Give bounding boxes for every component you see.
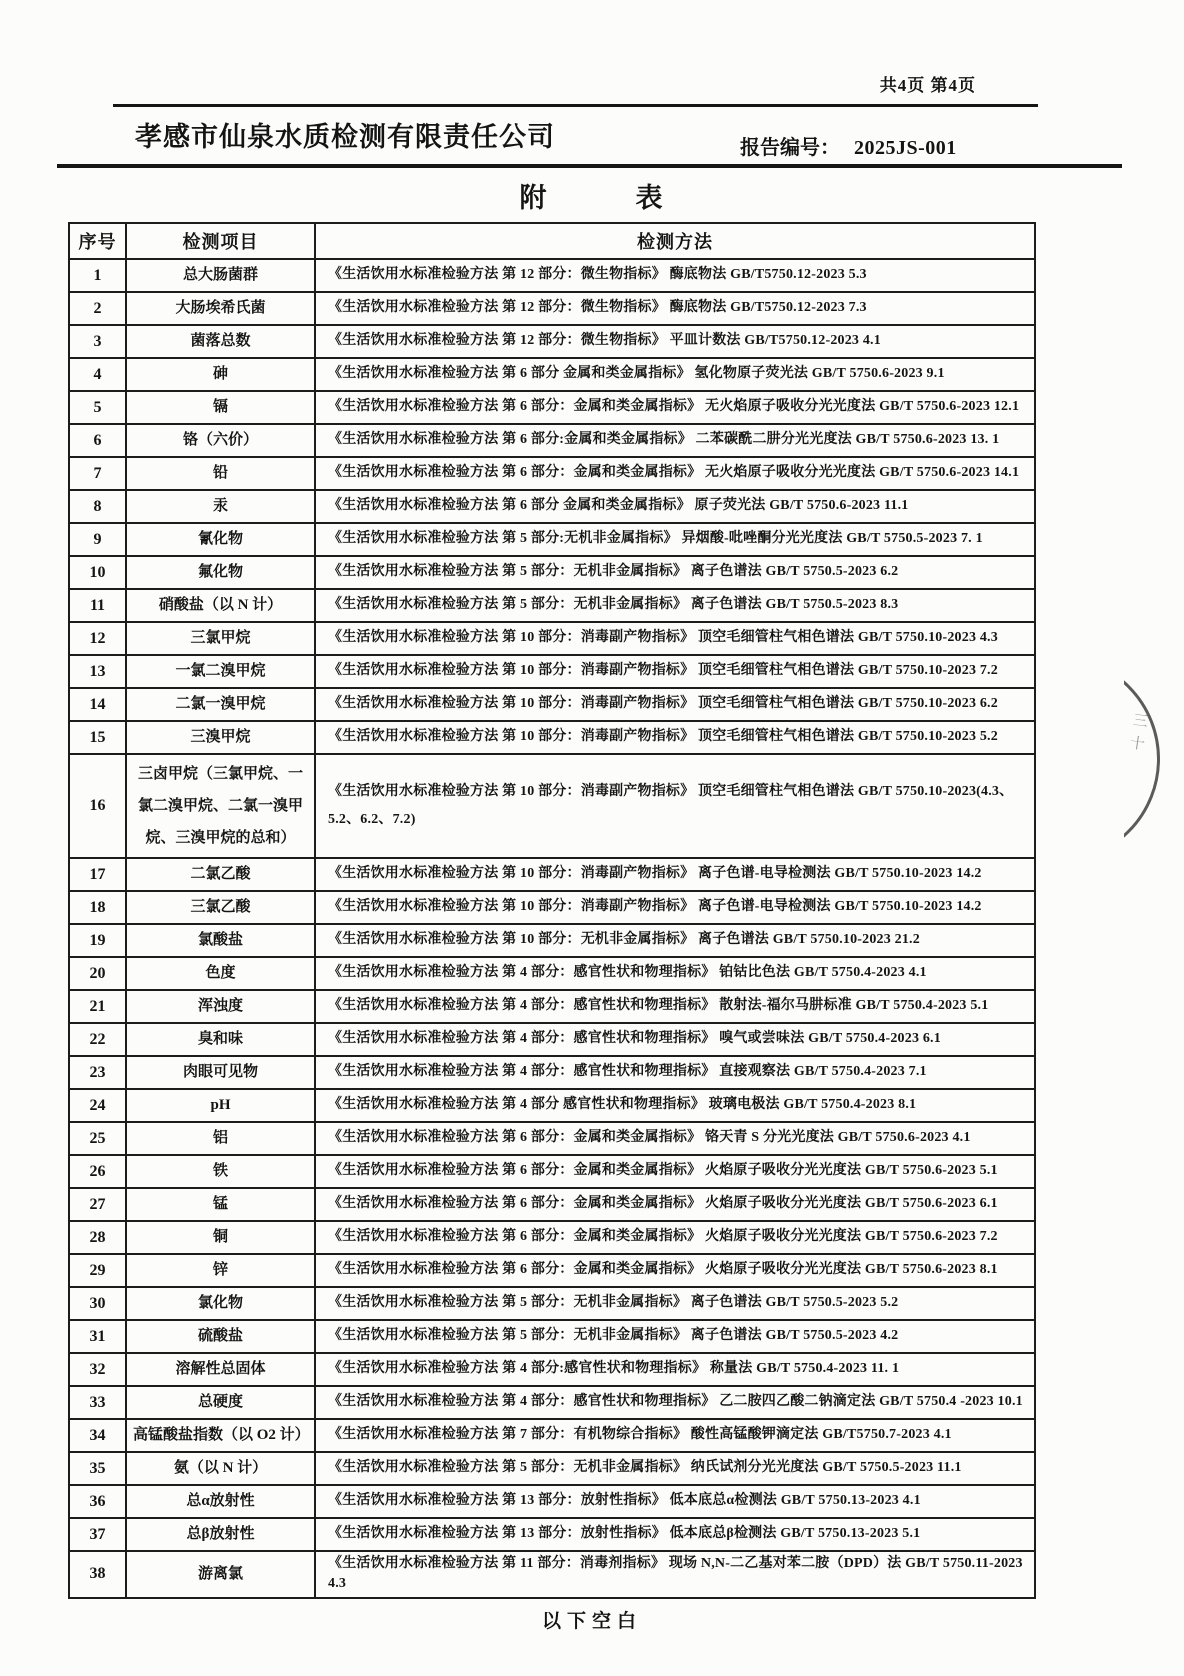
- row-method: 《生活饮用水标准检验方法 第 13 部分：放射性指标》 低本底总α检测法 GB/T 5750.13-2023 4.1: [315, 1485, 1035, 1518]
- row-method: 《生活饮用水标准检验方法 第 12 部分：微生物指标》 酶底物法 GB/T5750.12-2023 5.3: [315, 259, 1035, 292]
- table-row: [69, 1122, 1035, 1155]
- row-no: 15: [69, 721, 126, 754]
- page-number: 共4页 第4页: [879, 76, 976, 95]
- row-item: 三卤甲烷（三氯甲烷、一氯二溴甲烷、二氯一溴甲烷、三溴甲烷的总和）: [126, 754, 315, 858]
- report-number-label: 报告编号：: [740, 137, 840, 159]
- row-method: 《生活饮用水标准检验方法 第 6 部分：金属和类金属指标》 火焰原子吸收分光光度法 GB/T 5750.6-2023 5.1: [315, 1155, 1035, 1188]
- table-row: [69, 858, 1035, 891]
- row-no: 21: [69, 990, 126, 1023]
- table-row: [69, 754, 1035, 858]
- row-item: 总β放射性: [126, 1518, 315, 1551]
- row-method: 《生活饮用水标准检验方法 第 10 部分：无机非金属指标》 离子色谱法 GB/T 5750.10-2023 21.2: [315, 924, 1035, 957]
- row-item: 浑浊度: [126, 990, 315, 1023]
- row-item: 肉眼可见物: [126, 1056, 315, 1089]
- row-method: 《生活饮用水标准检验方法 第 10 部分：消毒副产物指标》 离子色谱-电导检测法 GB/T 5750.10-2023 14.2: [315, 858, 1035, 891]
- row-no: 5: [69, 391, 126, 424]
- table-row: [69, 292, 1035, 325]
- row-method: 《生活饮用水标准检验方法 第 4 部分：感官性状和物理指标》 乙二胺四乙酸二钠滴定法 GB/T 5750.4 -2023 10.1: [315, 1386, 1035, 1419]
- row-method: 《生活饮用水标准检验方法 第 6 部分：金属和类金属指标》 火焰原子吸收分光光度法 GB/T 5750.6-2023 6.1: [315, 1188, 1035, 1221]
- row-no: 31: [69, 1320, 126, 1353]
- row-method: 《生活饮用水标准检验方法 第 6 部分：金属和类金属指标》 火焰原子吸收分光光度法 GB/T 5750.6-2023 8.1: [315, 1254, 1035, 1287]
- header-rule-top: [113, 104, 1038, 107]
- row-no: 32: [69, 1353, 126, 1386]
- row-no: 25: [69, 1122, 126, 1155]
- row-no: 23: [69, 1056, 126, 1089]
- table-row: [69, 1023, 1035, 1056]
- table-row: [69, 1386, 1035, 1419]
- table-header-row: [69, 223, 1035, 259]
- row-no: 30: [69, 1287, 126, 1320]
- row-no: 37: [69, 1518, 126, 1551]
- row-item: 硫酸盐: [126, 1320, 315, 1353]
- table-row: [69, 924, 1035, 957]
- row-item: 色度: [126, 957, 315, 990]
- table-row: [69, 1551, 1035, 1598]
- row-method: 《生活饮用水标准检验方法 第 4 部分:感官性状和物理指标》 称量法 GB/T 5750.4-2023 11. 1: [315, 1353, 1035, 1386]
- table-row: [69, 622, 1035, 655]
- row-method: 《生活饮用水标准检验方法 第 5 部分：无机非金属指标》 离子色谱法 GB/T 5750.5-2023 5.2: [315, 1287, 1035, 1320]
- table-row: [69, 457, 1035, 490]
- table-row: [69, 1287, 1035, 1320]
- row-method: 《生活饮用水标准检验方法 第 4 部分：感官性状和物理指标》 嗅气或尝味法 GB/T 5750.4-2023 6.1: [315, 1023, 1035, 1056]
- row-no: 17: [69, 858, 126, 891]
- row-method: 《生活饮用水标准检验方法 第 10 部分：消毒副产物指标》 顶空毛细管柱气相色谱法 GB/T 5750.10-2023 4.3: [315, 622, 1035, 655]
- row-no: 7: [69, 457, 126, 490]
- row-item: 镉: [126, 391, 315, 424]
- row-item: 臭和味: [126, 1023, 315, 1056]
- row-method: 《生活饮用水标准检验方法 第 5 部分：无机非金属指标》 纳氏试剂分光光度法 GB/T 5750.5-2023 11.1: [315, 1452, 1035, 1485]
- row-method: 《生活饮用水标准检验方法 第 6 部分 金属和类金属指标》 氢化物原子荧光法 GB/T 5750.6-2023 9.1: [315, 358, 1035, 391]
- row-method: 《生活饮用水标准检验方法 第 4 部分：感官性状和物理指标》 直接观察法 GB/T 5750.4-2023 7.1: [315, 1056, 1035, 1089]
- table-row: [69, 556, 1035, 589]
- row-item: 铬（六价）: [126, 424, 315, 457]
- table-row: [69, 1188, 1035, 1221]
- row-no: 13: [69, 655, 126, 688]
- column-header-no: 序号: [69, 223, 126, 259]
- column-header-method: 检测方法: [315, 223, 1035, 259]
- row-method: 《生活饮用水标准检验方法 第 6 部分：金属和类金属指标》 无火焰原子吸收分光光度法 GB/T 5750.6-2023 14.1: [315, 457, 1035, 490]
- row-method: 《生活饮用水标准检验方法 第 7 部分：有机物综合指标》 酸性高锰酸钾滴定法 GB/T5750.7-2023 4.1: [315, 1419, 1035, 1452]
- row-no: 18: [69, 891, 126, 924]
- row-method: 《生活饮用水标准检验方法 第 4 部分：感官性状和物理指标》 散射法-福尔马肼标准 GB/T 5750.4-2023 5.1: [315, 990, 1035, 1023]
- row-method: 《生活饮用水标准检验方法 第 4 部分：感官性状和物理指标》 铂钴比色法 GB/T 5750.4-2023 4.1: [315, 957, 1035, 990]
- row-item: 菌落总数: [126, 325, 315, 358]
- table-row: [69, 688, 1035, 721]
- table-row: [69, 1155, 1035, 1188]
- footer-note: 以下空白: [541, 1611, 642, 1632]
- row-item: 锌: [126, 1254, 315, 1287]
- row-no: 2: [69, 292, 126, 325]
- row-no: 33: [69, 1386, 126, 1419]
- row-no: 3: [69, 325, 126, 358]
- row-no: 26: [69, 1155, 126, 1188]
- row-item: 氰化物: [126, 523, 315, 556]
- row-no: 35: [69, 1452, 126, 1485]
- row-item: pH: [126, 1089, 315, 1122]
- row-no: 12: [69, 622, 126, 655]
- row-item: 氟化物: [126, 556, 315, 589]
- row-no: 1: [69, 259, 126, 292]
- row-item: 二氯一溴甲烷: [126, 688, 315, 721]
- row-no: 14: [69, 688, 126, 721]
- row-no: 4: [69, 358, 126, 391]
- row-method: 《生活饮用水标准检验方法 第 10 部分：消毒副产物指标》 顶空毛细管柱气相色谱法 GB/T 5750.10-2023 7.2: [315, 655, 1035, 688]
- row-item: 硝酸盐（以 N 计）: [126, 589, 315, 622]
- table-row: [69, 589, 1035, 622]
- row-item: 铜: [126, 1221, 315, 1254]
- row-method: 《生活饮用水标准检验方法 第 12 部分：微生物指标》 酶底物法 GB/T5750.12-2023 7.3: [315, 292, 1035, 325]
- row-no: 34: [69, 1419, 126, 1452]
- row-method: 《生活饮用水标准检验方法 第 5 部分：无机非金属指标》 离子色谱法 GB/T 5750.5-2023 6.2: [315, 556, 1035, 589]
- row-method: 《生活饮用水标准检验方法 第 6 部分：金属和类金属指标》 无火焰原子吸收分光光度法 GB/T 5750.6-2023 12.1: [315, 391, 1035, 424]
- row-item: 氨（以 N 计）: [126, 1452, 315, 1485]
- table-row: [69, 259, 1035, 292]
- header-rule-bottom: [57, 164, 1122, 168]
- row-item: 二氯乙酸: [126, 858, 315, 891]
- row-item: 汞: [126, 490, 315, 523]
- table-row: [69, 1452, 1035, 1485]
- page-title: 附 表: [519, 183, 665, 213]
- row-item: 三氯甲烷: [126, 622, 315, 655]
- table-row: [69, 1518, 1035, 1551]
- row-method: 《生活饮用水标准检验方法 第 6 部分:金属和类金属指标》 二苯碳酰二肼分光光度法 GB/T 5750.6-2023 13. 1: [315, 424, 1035, 457]
- table-row: [69, 358, 1035, 391]
- row-no: 16: [69, 754, 126, 858]
- table-row: [69, 721, 1035, 754]
- row-item: 铁: [126, 1155, 315, 1188]
- table-row: [69, 1353, 1035, 1386]
- table-row: [69, 391, 1035, 424]
- row-item: 铅: [126, 457, 315, 490]
- row-method: 《生活饮用水标准检验方法 第 6 部分 金属和类金属指标》 原子荧光法 GB/T 5750.6-2023 11.1: [315, 490, 1035, 523]
- table-row: [69, 1254, 1035, 1287]
- company-name: 孝感市仙泉水质检测有限责任公司: [135, 122, 555, 152]
- row-item: 铝: [126, 1122, 315, 1155]
- table-row: [69, 1320, 1035, 1353]
- row-item: 总α放射性: [126, 1485, 315, 1518]
- row-item: 总大肠菌群: [126, 259, 315, 292]
- table-row: [69, 1089, 1035, 1122]
- row-item: 三氯乙酸: [126, 891, 315, 924]
- table-row: [69, 1221, 1035, 1254]
- row-no: 38: [69, 1551, 126, 1598]
- row-item: 游离氯: [126, 1551, 315, 1598]
- table-row: [69, 1056, 1035, 1089]
- table-row: [69, 325, 1035, 358]
- row-no: 8: [69, 490, 126, 523]
- row-no: 9: [69, 523, 126, 556]
- row-no: 19: [69, 924, 126, 957]
- table-row: [69, 891, 1035, 924]
- row-method: 《生活饮用水标准检验方法 第 6 部分：金属和类金属指标》 火焰原子吸收分光光度法 GB/T 5750.6-2023 7.2: [315, 1221, 1035, 1254]
- row-method: 《生活饮用水标准检验方法 第 11 部分：消毒剂指标》 现场 N,N-二乙基对苯二胺（DPD）法 GB/T 5750.11-2023 4.3: [315, 1551, 1035, 1598]
- row-method: 《生活饮用水标准检验方法 第 5 部分:无机非金属指标》 异烟酸-吡唑酮分光光度法 GB/T 5750.5-2023 7. 1: [315, 523, 1035, 556]
- row-item: 氯酸盐: [126, 924, 315, 957]
- table-row: [69, 1485, 1035, 1518]
- report-number: [740, 131, 957, 160]
- row-no: 24: [69, 1089, 126, 1122]
- row-item: 高锰酸盐指数（以 O2 计）: [126, 1419, 315, 1452]
- row-method: 《生活饮用水标准检验方法 第 5 部分：无机非金属指标》 离子色谱法 GB/T 5750.5-2023 8.3: [315, 589, 1035, 622]
- table-row: [69, 1419, 1035, 1452]
- row-item: 大肠埃希氏菌: [126, 292, 315, 325]
- row-method: 《生活饮用水标准检验方法 第 13 部分：放射性指标》 低本底总β检测法 GB/T 5750.13-2023 5.1: [315, 1518, 1035, 1551]
- row-method: 《生活饮用水标准检验方法 第 10 部分：消毒副产物指标》 顶空毛细管柱气相色谱法 GB/T 5750.10-2023 6.2: [315, 688, 1035, 721]
- row-item: 总硬度: [126, 1386, 315, 1419]
- row-no: 11: [69, 589, 126, 622]
- stamp-seal-marks: 三十: [1125, 711, 1149, 759]
- row-item: 三溴甲烷: [126, 721, 315, 754]
- row-item: 锰: [126, 1188, 315, 1221]
- row-no: 29: [69, 1254, 126, 1287]
- table-row: [69, 490, 1035, 523]
- row-no: 10: [69, 556, 126, 589]
- row-method: 《生活饮用水标准检验方法 第 12 部分：微生物指标》 平皿计数法 GB/T5750.12-2023 4.1: [315, 325, 1035, 358]
- row-item: 氯化物: [126, 1287, 315, 1320]
- row-method: 《生活饮用水标准检验方法 第 4 部分 感官性状和物理指标》 玻璃电极法 GB/T 5750.4-2023 8.1: [315, 1089, 1035, 1122]
- row-item: 砷: [126, 358, 315, 391]
- report-number-value: 2025JS-001: [854, 137, 957, 159]
- methods-table: [68, 222, 1036, 1599]
- row-method: 《生活饮用水标准检验方法 第 5 部分：无机非金属指标》 离子色谱法 GB/T 5750.5-2023 4.2: [315, 1320, 1035, 1353]
- row-method: 《生活饮用水标准检验方法 第 10 部分：消毒副产物指标》 顶空毛细管柱气相色谱法 GB/T 5750.10-2023(4.3、5.2、6.2、7.2): [315, 754, 1035, 858]
- row-method: 《生活饮用水标准检验方法 第 10 部分：消毒副产物指标》 顶空毛细管柱气相色谱法 GB/T 5750.10-2023 5.2: [315, 721, 1035, 754]
- row-method: 《生活饮用水标准检验方法 第 6 部分：金属和类金属指标》 铬天青 S 分光光度法 GB/T 5750.6-2023 4.1: [315, 1122, 1035, 1155]
- row-no: 6: [69, 424, 126, 457]
- row-no: 27: [69, 1188, 126, 1221]
- table-row: [69, 957, 1035, 990]
- row-item: 溶解性总固体: [126, 1353, 315, 1386]
- row-no: 22: [69, 1023, 126, 1056]
- table-row: [69, 655, 1035, 688]
- table-row: [69, 424, 1035, 457]
- table-row: [69, 990, 1035, 1023]
- column-header-item: 检测项目: [126, 223, 315, 259]
- table-row: [69, 523, 1035, 556]
- table-body: [69, 259, 1035, 1598]
- row-method: 《生活饮用水标准检验方法 第 10 部分：消毒副产物指标》 离子色谱-电导检测法 GB/T 5750.10-2023 14.2: [315, 891, 1035, 924]
- row-no: 20: [69, 957, 126, 990]
- row-item: 一氯二溴甲烷: [126, 655, 315, 688]
- row-no: 36: [69, 1485, 126, 1518]
- row-no: 28: [69, 1221, 126, 1254]
